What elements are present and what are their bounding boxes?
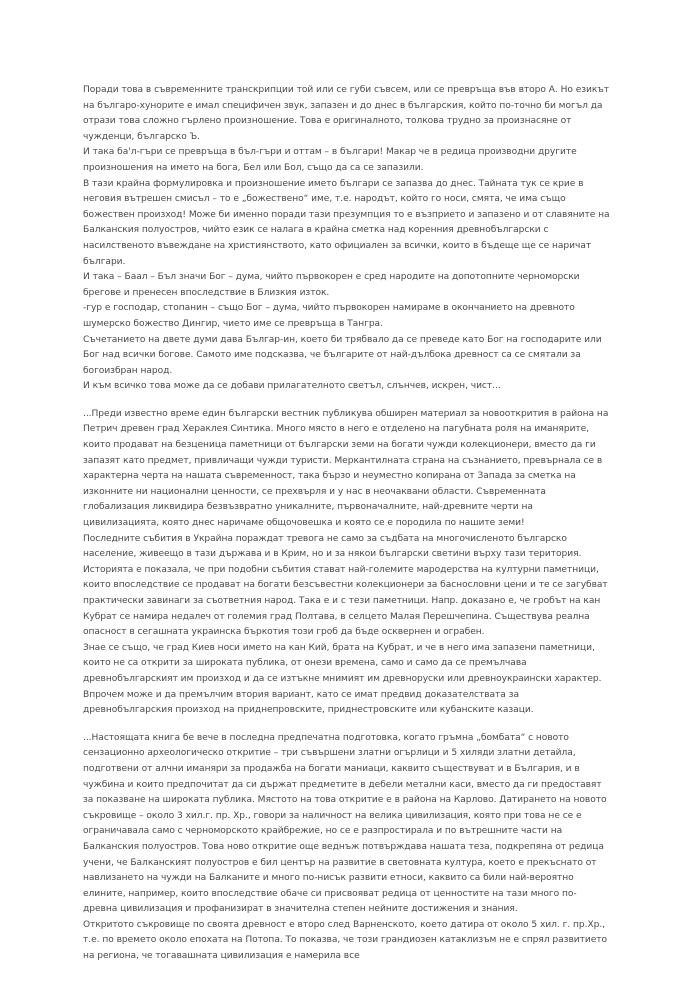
paragraph: -гур е господар, стопанин – също Бог – дума, чийто първокорен намираме в окончанието на древното шумерско божество Дингир, чието име се превръща в Тангра.	[83, 303, 575, 329]
paragraph: Поради това в съвременните транскрипции той или се губи съвсем, или се превръща във второ А. Но езикът на българо-хунорите е имал специфичен звук, запазен и до днес в българския, който по-точно би могъл да отрази това сложно гърлено произношение. Това е оригиналното, толкова трудно за произнасяне от чужденци, българско Ъ.	[83, 85, 609, 142]
paragraph: ...Преди известно време един български вестник публикува обширен материал за новооткрития в района на Петрич древен град Хераклея Синтика. Много място в него е отделено на пагубната роля на иманярите, които продават на безценица паметници от български земи на богати чужди колекционери, вместо да ги запазят като предмет, привличащи чужди туристи. Меркантилната страна на съзнанието, превърнала се в характерна черта на нашата съвременност, така бързо и неуместно копирана от Запада за сметка на изконните ни национални ценности, се прехвърля и у нас в неочаквани области. Съвременната глобализация ликвидира безвъзвратно уникалните, първоначалните, най-древните черти на цивилизацията, която днес наричаме общочовешка и която се е породила по нашите земи!	[83, 408, 609, 529]
section-3	[83, 731, 610, 965]
paragraph: И така ба'л-гъри се превръща в бъл-гъри и оттам – в българи! Макар че в редица производни другите произношения на името на бога, Бел или Бол, също да са се запазили.	[83, 147, 577, 173]
paragraph: ...Настоящата книга бе вече в последна предпечатна подготовка, когато гръмна „бомбата“ с новото сензационно археологическо откритие – три съвършени златни огърлици и 5 хиляди златни детайла, подготвени от алчни иманяри за продажба на богати маниаци, каквито съществуват и в България, и в чужбина и които предпочитат да си държат предметите в дебели метални каси, вместо да ги предоставят за показване на широката публика. Мястото на това откритие е в района на Карлово. Датирането на новото съкровище – около 3 хил.г. пр. Хр., говори за наличност на велика цивилизация, която при това не се е ограничавала само с черноморското крайбрежие, но се е разпростирала и по вътрешните части на Балканския полуостров. Това ново откритие още веднъж потвърждава нашата теза, подкрепяна от редица учени, че Балканският полуостров е бил център на развитие в световната култура, което е прекъснато от навлизането на чужди на Балканите и много по-нисък развити етноси, каквито са били най-вероятно елините, например, които впоследствие обаче си присвояват редица от ценностите на тази много по-древна цивилизация и профанизират в значителна степен нейните достижения и знания.	[83, 732, 607, 915]
paragraph: Последните събития в Украйна пораждат тревога не само за съдбата на многочисленото българско население, живеещо в тази държава и в Крим, но и за някои български светини върху тази територия. Историята е показала, че при подобни събития стават най-големите мародерства на културни паметници, които впоследствие се продават на богати безсъвестни колекционери за баснословни цени и те се загубват практически завинаги за съответния народ. Така е и с тези паметници. Напр. доказано е, че гробът на кан Кубрат се намира недалеч от големия град Полтава, в селцето Малая Перешчепина. Съществува реална опасност в сегашната украинска бъркотия този гроб да бъде осквернен и ограбен.	[83, 533, 608, 638]
paragraph: В тази крайна формулировка и произношение името българи се запазва до днес. Тайната тук се крие в неговия вътрешен смисъл – то е „божествено“ име, т.е. народът, който го носи, смята, че има също божествен произход! Може би именно поради тази презумпция то е възприето и запазено и от славяните на Балканския полуостров, чийто език се налага в крайна сметка над коренния древнобългарски с насилственото въвеждане на християнството, като официален за всички, които в бъдеще ще се наричат българи.	[83, 178, 610, 267]
paragraph: И към всичко това може да се добави прилагателното светъл, слънчев, искрен, чист...	[83, 381, 501, 392]
paragraph: Знае се също, че град Киев носи името на кан Кий, брата на Кубрат, и че в него има запазени паметници, които не са открити за широката публика, от онези времена, само и само да се премълчава древнобългарският им произход и да се изтъкне мнимият им древноруски или древноукраински характер. Впрочем може и да премълчим втория вариант, като се имат предвид доказателствата за древнобългарския произход на приднепровските, приднестровските или кубанските казаци.	[83, 642, 602, 716]
paragraph: Откритото съкровище по своята древност е второ след Варненското, което датира от около 5 хил. г. пр.Хр., т.е. по времето около епохата на Потопа. То показва, че този грандиозен катаклизъм не е спрял развитието на региона, че тогавашната цивилизация е намерила все	[83, 919, 608, 962]
section-1	[83, 83, 610, 395]
section-gap	[83, 395, 610, 407]
section-gap	[83, 719, 610, 731]
paragraph: И така – Баал – Бъл значи Бог – дума, чийто първокорен е сред народите на допотопните черноморски брегове и пренесен впоследствие в Близкия изток.	[83, 272, 580, 298]
paragraph: Съчетанието на двете думи дава Българ-ин, което би трябвало да се преведе като Бог на господарите или Бог над всички богове. Самото име подсказва, че българите от най-дълбока древност са се смятали за богоизбран народ.	[83, 334, 602, 376]
section-2	[83, 407, 610, 719]
